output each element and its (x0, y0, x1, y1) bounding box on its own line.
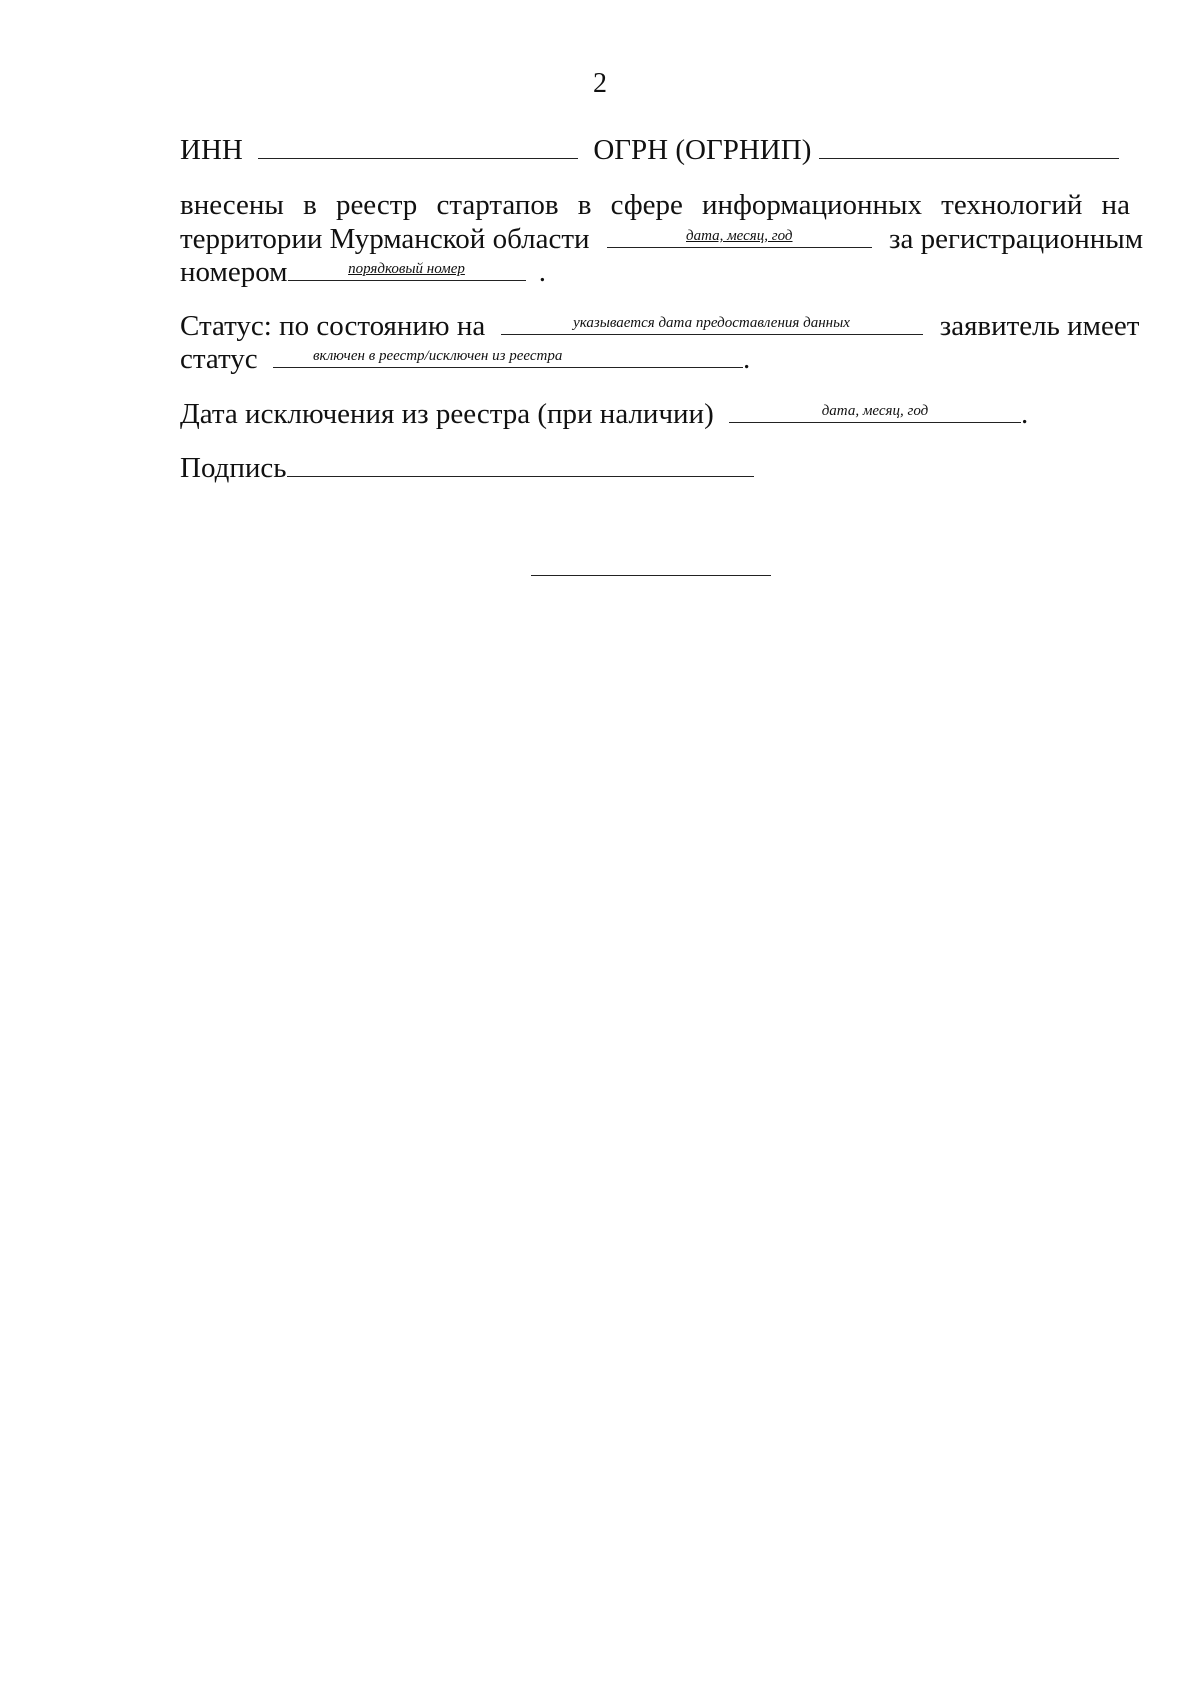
signature-line (180, 450, 754, 485)
status-date-hint: указывается дата предоставления данных (573, 315, 850, 331)
status-applicant-text: заявитель имеет (939, 310, 1140, 342)
status-value-field[interactable] (273, 341, 743, 368)
registry-line-3 (180, 254, 546, 289)
inn-ogrn-line (180, 132, 1119, 167)
signature-field[interactable] (287, 450, 754, 477)
registry-number-text: за регистрационным (889, 223, 1144, 255)
exclusion-date-field[interactable] (729, 396, 1021, 423)
status-period: . (742, 343, 751, 375)
registry-nomer-text: номером (180, 256, 288, 288)
signature-label: Подпись (180, 452, 287, 484)
registry-word: в (303, 189, 317, 221)
inn-field[interactable] (258, 132, 578, 159)
registry-word: в (577, 189, 592, 221)
registry-word: реестр (335, 189, 418, 221)
status-text: Статус: по состоянию на (180, 310, 486, 342)
exclusion-period: . (1020, 398, 1029, 430)
status-line-1 (180, 308, 1139, 343)
registry-number-hint: порядковый номер (348, 261, 465, 277)
registry-word: на (1101, 189, 1130, 221)
end-separator (531, 575, 771, 576)
exclusion-label: Дата исключения из реестра (при наличии) (180, 398, 714, 430)
exclusion-line (180, 396, 1028, 431)
status-value-hint: включен в реестр/исключен из реестра (312, 348, 563, 364)
registry-number-field[interactable] (288, 254, 526, 281)
registry-line-2 (180, 221, 1143, 256)
status-label: статус (180, 343, 258, 375)
status-line-2 (180, 341, 750, 376)
registry-word: технологий (941, 189, 1083, 221)
registry-word: информационных (702, 189, 923, 221)
registry-date-field[interactable] (607, 221, 872, 248)
ogrn-label: ОГРН (ОГРНИП) (593, 134, 812, 166)
registry-date-hint: дата, месяц, год (686, 228, 793, 244)
registry-word: стартапов (436, 189, 559, 221)
registry-word: внесены (180, 189, 284, 221)
exclusion-date-hint: дата, месяц, год (821, 403, 929, 419)
inn-label: ИНН (180, 134, 243, 166)
registry-territory-text: территории Мурманской области (180, 223, 590, 255)
registry-line-1 (180, 188, 1130, 222)
page-number: 2 (593, 68, 607, 99)
registry-period: . (538, 256, 546, 288)
status-date-field[interactable] (501, 308, 923, 335)
ogrn-field[interactable] (819, 132, 1119, 159)
registry-word: сфере (610, 189, 683, 221)
